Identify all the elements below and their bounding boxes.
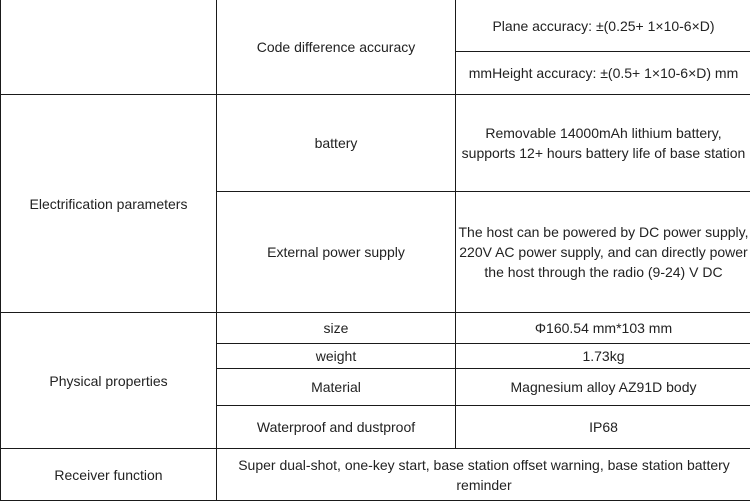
battery-value: Removable 14000mAh lithium battery, supports 12+ hours battery life of base station [456,95,750,192]
size-value: Φ160.54 mm*103 mm [456,313,750,344]
table-row [1,0,750,52]
weight-value: 1.73kg [456,344,750,369]
table-row [1,449,750,501]
external-power-label: External power supply [217,192,456,313]
physical-category: Physical properties [1,313,217,449]
empty-category-cell [1,0,217,95]
battery-label: battery [217,95,456,192]
electrification-category: Electrification parameters [1,95,217,313]
waterproof-value: IP68 [456,406,750,449]
height-accuracy-value: mmHeight accuracy: ±(0.5+ 1×10-6×D) mm [456,52,750,95]
waterproof-label: Waterproof and dustproof [217,406,456,449]
table-row [1,313,750,344]
material-value: Magnesium alloy AZ91D body [456,369,750,406]
table-row [1,95,750,192]
receiver-category: Receiver function [1,449,217,501]
material-label: Material [217,369,456,406]
receiver-function-value: Super dual-shot, one-key start, base station offset warning, base station battery reminder [217,449,750,501]
code-difference-label: Code difference accuracy [217,0,456,95]
size-label: size [217,313,456,344]
external-power-value: The host can be powered by DC power supply, 220V AC power supply, and can directly power the host through the radio (9-24) V DC [456,192,750,313]
plane-accuracy-value: Plane accuracy: ±(0.25+ 1×10-6×D) [456,0,750,52]
weight-label: weight [217,344,456,369]
